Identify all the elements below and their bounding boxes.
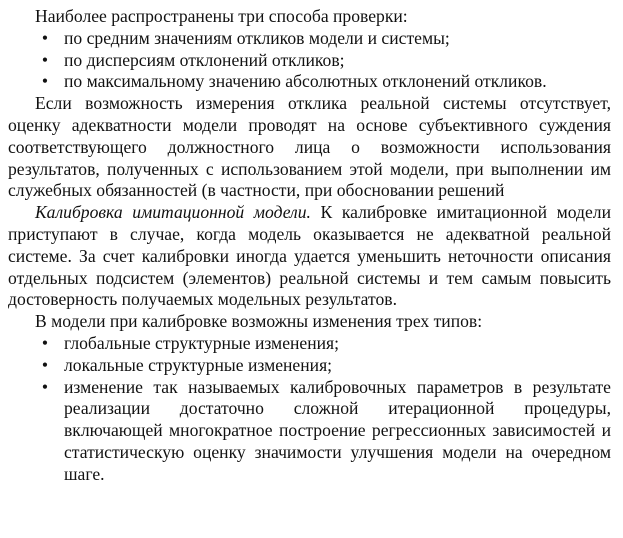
bullet-icon: • (41, 49, 49, 70)
list-item-text: по средним значениям откликов модели и системы; (64, 27, 450, 48)
adequacy-paragraph: Если возможность измерения отклика реальной системы отсутствует, оценку адекватности модели проводят на основе субъективного суждения соответствующего должностного лица о возможности использования результатов, полученных с использованием этой модели, при выполнении им служебных обязанностей (в частности, при обосновании решений (8, 93, 611, 201)
list-item-text: глобальные структурные изменения; (64, 332, 340, 353)
list-item (8, 333, 611, 355)
list-item-text: локальные структурные изменения; (64, 354, 333, 375)
check-methods-list (8, 28, 611, 93)
change-types-intro: В модели при калибровке возможны изменения трех типов: (35, 311, 483, 332)
calibration-heading: Калибровка имитационной модели. (35, 202, 311, 223)
bullet-icon: • (41, 71, 49, 92)
list-item-text: по дисперсиям отклонений откликов; (64, 49, 345, 70)
intro-paragraph: Наиболее распространены три способа проверки: (35, 6, 408, 26)
calibration-text: К калибровке имитационной модели приступают в случае, когда модель оказывается не адекватной реальной системе. За счет калибровки иногда удается уменьшить неточности описания отдельных подсистем (элементов) реальной системы и тем самым повысить достоверность получаемых модельных результатов. (8, 202, 611, 310)
list-item-text: изменение так называемых калибровочных параметров в результате реализации достаточно сложной итерационной процедуры, включающей многократное построение регрессионных зависимостей и статистическую оценку значимости улучшения модели на очередном шаге. (64, 376, 611, 484)
list-item (8, 28, 611, 50)
list-item (8, 355, 611, 377)
bullet-icon: • (41, 376, 49, 397)
bullet-icon: • (41, 354, 49, 375)
calibration-paragraph (8, 202, 611, 311)
list-item (8, 50, 611, 72)
bullet-icon: • (41, 332, 49, 353)
list-item (8, 377, 611, 486)
list-item-text: по максимальному значению абсолютных отклонений откликов. (64, 71, 547, 92)
bullet-icon: • (41, 27, 49, 48)
change-types-list (8, 333, 611, 486)
list-item (8, 71, 611, 93)
